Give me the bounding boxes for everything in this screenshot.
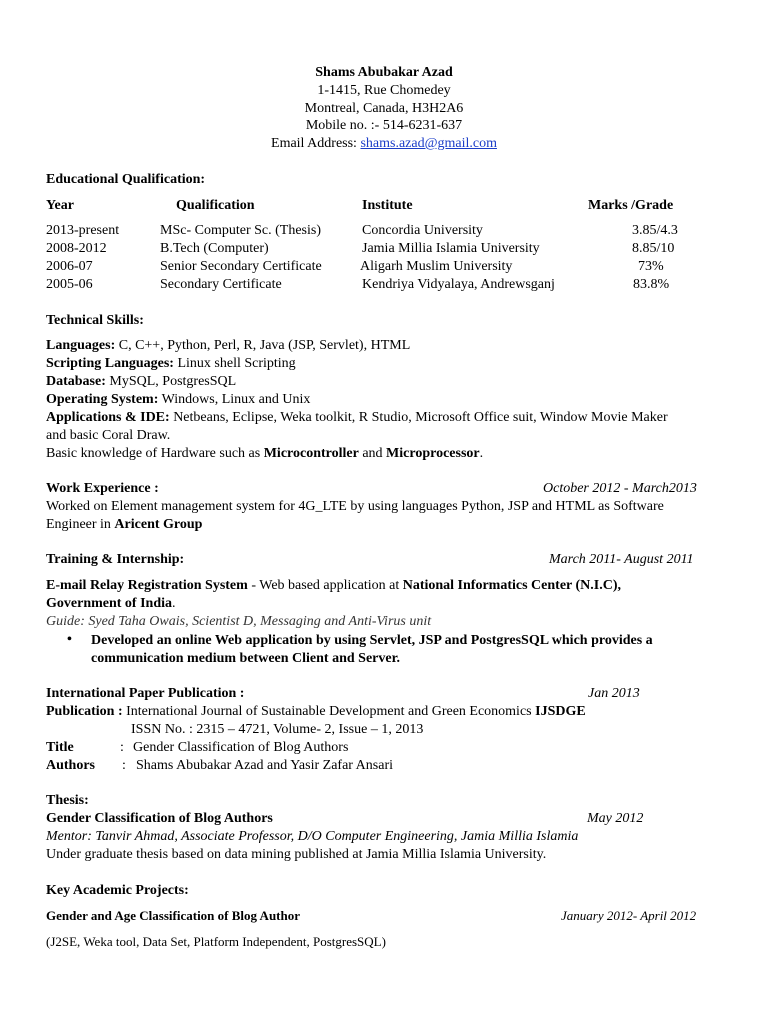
project-tech: (J2SE, Weka tool, Data Set, Platform Independent, PostgresSQL) — [46, 934, 386, 949]
publication-heading: International Paper Publication : — [46, 686, 245, 701]
training-guide: Guide: Syed Taha Owais, Scientist D, Messaging and Anti-Virus unit — [46, 614, 432, 629]
edu-year: 2005-06 — [46, 277, 93, 292]
work-heading: Work Experience : — [46, 481, 159, 496]
publication-title-label: Title — [46, 740, 74, 755]
project-dates: January 2012- April 2012 — [561, 908, 697, 923]
skill-hardware-prefix: Basic knowledge of Hardware such as — [46, 446, 264, 461]
training-org-2-end: . — [172, 596, 176, 611]
edu-year: 2013-present — [46, 223, 120, 238]
work-dates: October 2012 - March2013 — [543, 481, 697, 496]
edu-qualification: B.Tech (Computer) — [160, 241, 269, 256]
skill-os — [46, 391, 310, 409]
work-description: Worked on Element management system for 4G_LTE by using languages Python, JSP and HTML as Software — [46, 499, 664, 514]
skill-hardware-end: . — [479, 446, 484, 461]
training-desc: - Web based application at — [247, 578, 403, 593]
edu-marks: 73% — [638, 259, 664, 274]
publication-authors-label: Authors — [46, 758, 96, 773]
edu-institute: Kendriya Vidyalaya, Andrewsganj — [362, 277, 555, 292]
work-company-prefix: Engineer in — [46, 517, 115, 532]
skill-languages — [46, 337, 410, 355]
col-institute: Institute — [362, 198, 413, 213]
publication-label: Publication : — [46, 704, 123, 719]
skill-scripting — [46, 355, 296, 373]
project-title: Gender and Age Classification of Blog Author — [46, 908, 301, 923]
col-marks: Marks /Grade — [588, 198, 674, 213]
thesis-heading: Thesis: — [46, 793, 89, 808]
skill-hardware-proc: Microprocessor — [386, 446, 480, 461]
skill-apps-value: Netbeans, Eclipse, Weka toolkit, R Studio, Microsoft Office suit, Window Movie Maker — [169, 410, 668, 425]
edu-institute: Aligarh Muslim University — [360, 259, 513, 274]
publication-title: Gender Classification of Blog Authors — [133, 740, 349, 755]
skill-database-label: Database: — [46, 374, 106, 389]
training-org-2: Government of India — [46, 596, 172, 611]
skill-hardware-and: and — [358, 446, 387, 461]
mobile-number: Mobile no. :- 514-6231-637 — [305, 118, 463, 133]
publication-date: Jan 2013 — [588, 686, 640, 701]
skills-heading: Technical Skills: — [46, 313, 144, 328]
work-company-line — [46, 516, 202, 534]
publication-journal: International Journal of Sustainable Development and Green Economics — [122, 704, 536, 719]
training-org: National Informatics Center (N.I.C), — [402, 578, 621, 593]
training-dates: March 2011- August 2011 — [549, 552, 694, 567]
edu-institute: Jamia Millia Islamia University — [362, 241, 540, 256]
skill-apps-continued: and basic Coral Draw. — [46, 428, 171, 443]
skill-os-value: Windows, Linux and Unix — [158, 392, 311, 407]
skill-languages-value: C, C++, Python, Perl, R, Java (JSP, Servlet), HTML — [115, 338, 411, 353]
edu-marks: 8.85/10 — [632, 241, 675, 256]
training-org-line — [46, 595, 176, 613]
email-label: Email Address: — [271, 136, 357, 151]
training-heading: Training & Internship: — [46, 552, 185, 567]
bullet-icon: • — [67, 632, 72, 647]
candidate-name: Shams Abubakar Azad — [315, 65, 453, 80]
skill-apps-label: Applications & IDE: — [46, 410, 170, 425]
edu-institute: Concordia University — [362, 223, 483, 238]
col-qualification: Qualification — [176, 198, 255, 213]
skill-apps — [46, 409, 668, 427]
thesis-date: May 2012 — [587, 811, 644, 826]
address-line-1: 1-1415, Rue Chomedey — [317, 83, 451, 98]
skill-hardware — [46, 445, 483, 463]
thesis-description: Under graduate thesis based on data mining published at Jamia Millia Islamia University. — [46, 847, 547, 862]
skill-scripting-value: Linux shell Scripting — [173, 356, 296, 371]
publication-issn: ISSN No. : 2315 – 4721, Volume- 2, Issue – 1, 2013 — [131, 722, 424, 737]
training-bullet-line-1: Developed an online Web application by using Servlet, JSP and PostgresSQL which provides a — [91, 633, 653, 648]
training-bullet-line-2: communication medium between Client and Server. — [91, 651, 401, 666]
publication-journal-abbr: IJSDGE — [535, 704, 586, 719]
thesis-mentor: Mentor: Tanvir Ahmad, Associate Professor, D/O Computer Engineering, Jamia Millia Islamia — [46, 829, 579, 844]
edu-qualification: MSc- Computer Sc. (Thesis) — [160, 223, 321, 238]
edu-marks: 83.8% — [633, 277, 670, 292]
publication-authors-colon: : — [122, 758, 126, 773]
address-line-2: Montreal, Canada, H3H2A6 — [304, 101, 464, 116]
edu-year: 2008-2012 — [46, 241, 107, 256]
skill-scripting-label: Scripting Languages: — [46, 356, 174, 371]
skill-database-value: MySQL, PostgresSQL — [105, 374, 237, 389]
education-heading: Educational Qualification: — [46, 172, 206, 187]
skill-hardware-micro: Microcontroller — [263, 446, 359, 461]
training-project: E-mail Relay Registration System — [46, 578, 248, 593]
edu-year: 2006-07 — [46, 259, 93, 274]
work-company: Aricent Group — [114, 517, 203, 532]
publication-journal-line — [46, 703, 586, 721]
skill-os-label: Operating System: — [46, 392, 159, 407]
skill-database — [46, 373, 236, 391]
projects-heading: Key Academic Projects: — [46, 883, 189, 898]
edu-qualification: Senior Secondary Certificate — [160, 259, 322, 274]
skill-languages-label: Languages: — [46, 338, 116, 353]
publication-title-colon: : — [120, 740, 124, 755]
col-year: Year — [46, 198, 74, 213]
email-line — [0, 135, 768, 153]
edu-qualification: Secondary Certificate — [160, 277, 282, 292]
training-project-line — [46, 577, 621, 595]
thesis-title: Gender Classification of Blog Authors — [46, 811, 273, 826]
email-link[interactable]: shams.azad@gmail.com — [360, 136, 497, 151]
edu-marks: 3.85/4.3 — [632, 223, 678, 238]
publication-authors: Shams Abubakar Azad and Yasir Zafar Ansari — [136, 758, 394, 773]
